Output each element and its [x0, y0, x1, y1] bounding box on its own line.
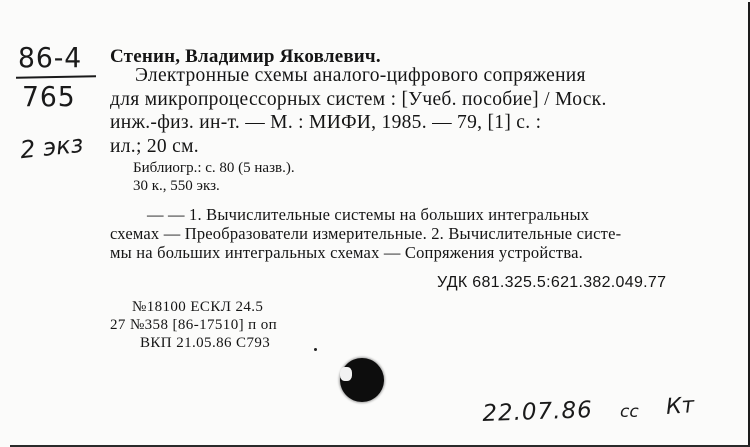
control-line-3: ВКП 21.05.86 С793 — [140, 335, 271, 351]
bibliography-note: Библиогр.: с. 80 (5 назв.). — [133, 160, 295, 176]
punch-hole-fleck — [340, 367, 352, 381]
shelfmark-top: 86-4 — [18, 41, 83, 74]
control-line-1: №18100 ЕСКЛ 24.5 — [132, 299, 264, 315]
physical-description: ил.; 20 см. — [110, 136, 199, 157]
imprint-line: инж.-физ. ин-т. — М. : МИФИ, 1985. — 79, [1] с. : — [110, 112, 542, 133]
subject-line-2: схемах — Преобразователи измерительные. 2. Вычислительные систе- — [110, 224, 622, 243]
ink-dot — [314, 348, 317, 351]
copies-note: 2 экз — [18, 129, 85, 165]
handwritten-initials: Кт — [665, 393, 696, 420]
subject-line-1: — — 1. Вычислительные системы на больших интегральных — [147, 205, 590, 224]
handwritten-date: 22.07.86 — [481, 397, 594, 427]
handwritten-mark: сс — [620, 402, 639, 422]
shelfmark-bottom: 765 — [22, 80, 76, 113]
price-copies-note: 30 к., 550 экз. — [133, 178, 220, 194]
subject-line-3: мы на больших интегральных схемах — Сопряжения устройства. — [110, 243, 583, 262]
shelfmark-underline — [16, 75, 96, 78]
title-line-1: Электронные схемы аналого-цифрового сопряжения — [135, 65, 586, 86]
control-line-2: 27 №358 [86-17510] п оп — [110, 317, 278, 333]
author-heading: Стенин, Владимир Яковлевич. — [110, 46, 381, 67]
udk-index: УДК 681.325.5:621.382.049.77 — [437, 274, 667, 291]
title-line-2: для микропроцессорных систем : [Учеб. пособие] / Моск. — [110, 89, 607, 110]
